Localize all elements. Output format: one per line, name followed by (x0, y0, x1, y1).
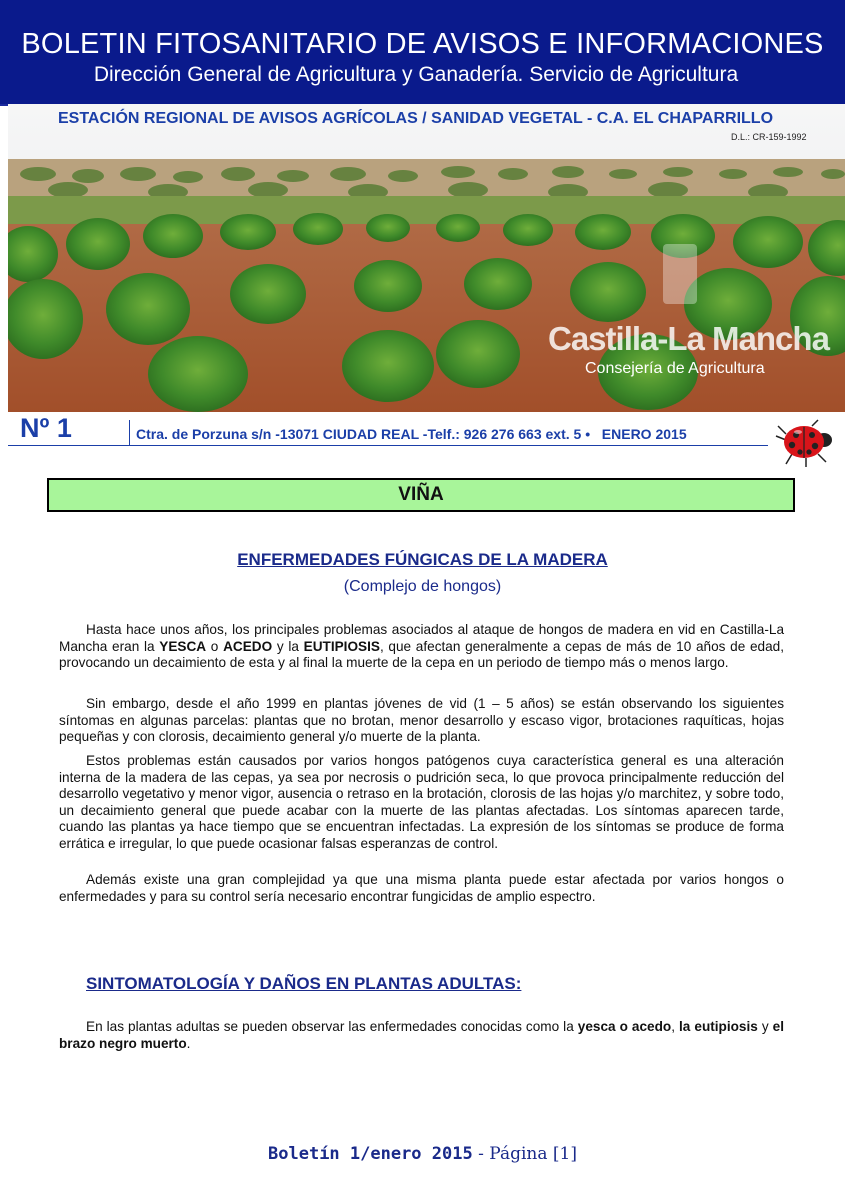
article-heading: ENFERMEDADES FÚNGICAS DE LA MADERA (237, 550, 608, 569)
bulletin-title: BOLETIN FITOSANITARIO DE AVISOS E INFORMACIONES (21, 28, 824, 60)
paragraph-1 (59, 622, 784, 672)
station-title: ESTACIÓN REGIONAL DE AVISOS AGRÍCOLAS / SANIDAD VEGETAL - C.A. EL CHAPARRILLO (58, 110, 774, 127)
paragraph-2: Sin embargo, desde el año 1999 en plantas jóvenes de vid (1 – 5 años) se están observando los siguientes síntomas en algunas parcelas: plantas que no brotan, menor desarrollo y escaso vigor, brotaciones raquíticas, hojas pequeñas y con clorosis, decaimiento general y/o muerte de la planta. (59, 696, 784, 745)
p1-eutipiosis: EUTIPIOSIS (303, 638, 380, 654)
issue-number: Nº 1 (20, 413, 72, 443)
legal-deposit-code: D.L.: CR-159-1992 (731, 132, 807, 142)
p1-text-a: Hasta hace unos años, los principales problemas asociados al ataque de hongos de madera en vid en Castilla-La Mancha eran la (59, 622, 784, 654)
footer-page-number: - Página [1] (472, 1144, 577, 1164)
footer-label: Boletín 1/enero 2015 (268, 1144, 473, 1164)
p1-text-e: y la (272, 638, 304, 654)
p5-text-g: . (186, 1035, 191, 1051)
address-line (136, 426, 687, 442)
section-title-box: VIÑA (47, 478, 795, 512)
p1-yesca: YESCA (159, 638, 207, 654)
info-underline (8, 445, 768, 446)
symptoms-heading: SINTOMATOLOGÍA Y DAÑOS EN PLANTAS ADULTAS: (86, 974, 522, 993)
p1-acedo: ACEDO (223, 638, 273, 654)
p5-text-c: , (671, 1019, 680, 1034)
p5-text-e: y (757, 1019, 773, 1034)
bulletin-subtitle: Dirección General de Agricultura y Ganadería. Servicio de Agricultura (93, 63, 739, 86)
info-divider (129, 420, 130, 446)
consejeria-label: Consejería de Agricultura (585, 360, 765, 377)
page-footer (0, 1144, 845, 1164)
paragraph-3: Estos problemas están causados por varios hongos patógenos cuya característica general es una alteración interna de la madera de las cepas, ya sea por necrosis o pudrición seca, lo que provoca principalmente reducción del desarrollo vegetativo y menor vigor, ausencia o retraso en la brotación, clorosis de las hojas y/o marchitez, y sobre todo, un decaimiento general que puede acabar con la muerte de las plantas afectadas. Los síntomas aparecen tarde, cuando las plantas ya hace tiempo que se encuentran infectadas. La expresión de los síntomas se produce de forma errática e irregular, lo que puede ocasionar falsas esperanzas de control. (59, 753, 784, 851)
issue-date: ENERO 2015 (601, 426, 687, 442)
paragraph-5 (59, 1019, 784, 1052)
p5-yesca-acedo: yesca o acedo (577, 1019, 672, 1034)
paragraph-4: Además existe una gran complejidad ya que una misma planta puede estar afectada por varios hongos o enfermedades y para su control sería necesario encontrar fungicidas de amplio espectro. (59, 872, 784, 904)
p1-text-c: o (206, 638, 224, 654)
article-subheading: (Complejo de hongos) (343, 578, 502, 595)
ladybug-icon (772, 418, 836, 468)
castilla-la-mancha-logo: Castilla-La Mancha (548, 320, 829, 357)
address: Ctra. de Porzuna s/n -13071 CIUDAD REAL -Telf.: 926 276 663 ext. 5 • (136, 426, 591, 442)
p5-eutipiosis: la eutipiosis (679, 1019, 758, 1034)
p5-text-a: En las plantas adultas se pueden observar las enfermedades conocidas como la (86, 1019, 578, 1034)
p5-brazo-negro: el brazo negro muerto (59, 1019, 785, 1051)
p1-text-g: , que afectan generalmente a cepas de más de 10 años de edad, provocando un decaimiento de esta y al final la muerte de la cepa en un periodo de tiempo más o menos largo. (59, 638, 784, 671)
